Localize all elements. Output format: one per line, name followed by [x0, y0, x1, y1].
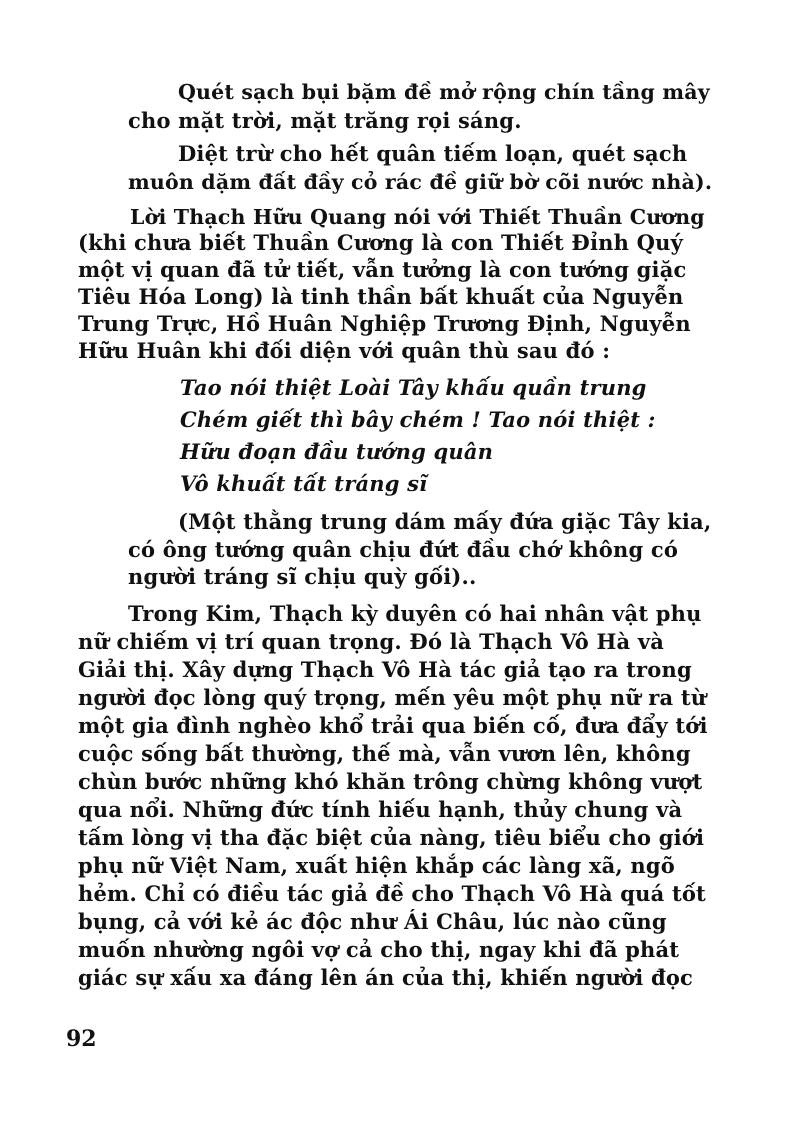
text-line: Lời Thạch Hữu Quang nói với Thiết Thuần Cương: [130, 205, 705, 229]
text-line: bụng, cả với kẻ ác độc như Ái Châu, lúc nào cũng: [78, 909, 667, 934]
text-line: Diệt trừ cho hết quân tiếm loạn, quét sạch: [178, 141, 688, 166]
text-line: tấm lòng vị tha đặc biệt của nàng, tiêu biểu cho giới: [78, 825, 705, 850]
verse-line: Chém giết thì bây chém ! Tao nói thiệt :: [180, 407, 656, 432]
text-line: (khi chưa biết Thuần Cương là con Thiết Đỉnh Quý: [78, 230, 683, 255]
verse-line: Hữu đoạn đầu tướng quân: [180, 439, 494, 464]
text-line: qua nổi. Những đức tính hiếu hạnh, thủy chung và: [78, 797, 683, 822]
text-line: một gia đình nghèo khổ trải qua biến cố, đưa đẩy tới: [78, 713, 708, 738]
text-line: Quét sạch bụi bặm đề mở rộng chín tầng mây: [178, 80, 710, 104]
text-line: muôn dặm đất đầy cỏ rác đề giữ bờ cõi nước nhà).: [128, 170, 713, 194]
text-line: hẻm. Chỉ có điều tác giả đề cho Thạch Vô Hà quá tốt: [78, 881, 706, 906]
verse-line: Tao nói thiệt Loài Tây khấu quần trung: [180, 375, 647, 400]
text-line: người đọc lòng quý trọng, mến yêu một phụ nữ ra từ: [78, 685, 707, 710]
text-line: phụ nữ Việt Nam, xuất hiện khắp các làng xã, ngõ: [78, 853, 675, 878]
text-line: Tiêu Hóa Long) là tinh thần bất khuất của Nguyễn: [78, 284, 684, 309]
text-line: giác sự xấu xa đáng lên án của thị, khiến người đọc: [78, 965, 694, 990]
text-line: cho mặt trời, mặt trăng rọi sáng.: [128, 108, 522, 133]
text-line: (Một thằng trung dám mấy đứa giặc Tây kia,: [178, 509, 712, 534]
text-line: cuộc sống bất thường, thế mà, vẫn vươn lên, không: [78, 741, 691, 766]
text-line: Giải thị. Xây dựng Thạch Vô Hà tác giả tạo ra trong: [78, 657, 692, 682]
page-number: 92: [66, 1026, 97, 1052]
text-line: Trung Trực, Hồ Huân Nghiệp Trương Định, Nguyễn: [78, 311, 691, 336]
verse-line: Vô khuất tất tráng sĩ: [180, 471, 428, 496]
text-line: Trong Kim, Thạch kỳ duyên có hai nhân vật phụ: [128, 601, 702, 626]
text-line: một vị quan đã tử tiết, vẫn tưởng là con tướng giặc: [78, 257, 687, 282]
text-line: Hữu Huân khi đối diện với quân thù sau đó :: [78, 338, 611, 363]
text-line: muốn nhường ngôi vợ cả cho thị, ngay khi đã phát: [78, 937, 680, 962]
text-line: có ông tướng quân chịu đứt đầu chớ không có: [128, 537, 679, 562]
text-line: chùn bước những khó khăn trông chừng không vượt: [78, 769, 703, 794]
text-line: người tráng sĩ chịu quỳ gối)..: [128, 564, 477, 589]
text-line: nữ chiếm vị trí quan trọng. Đó là Thạch Vô Hà và: [78, 629, 665, 654]
